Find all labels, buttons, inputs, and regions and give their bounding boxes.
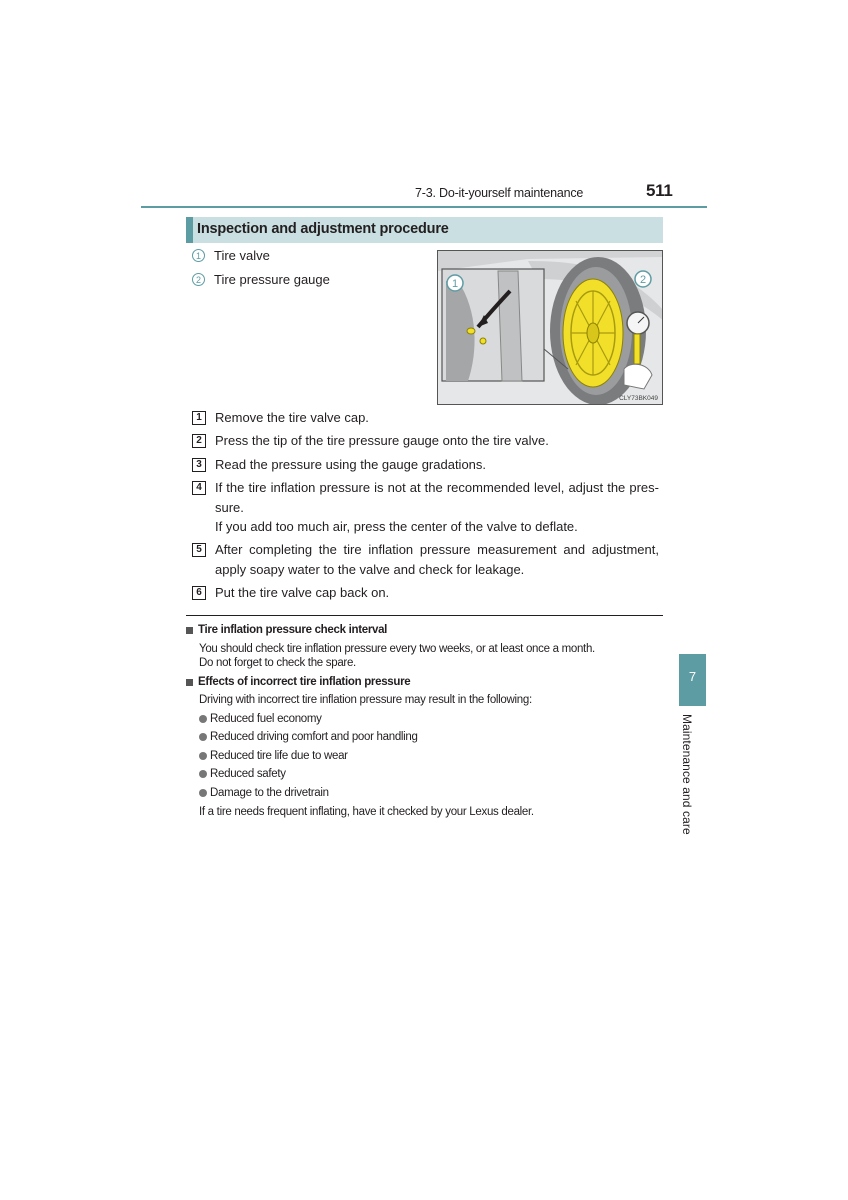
bullet-dot-icon (199, 715, 207, 723)
step-text: Remove the tire valve cap. (215, 410, 369, 425)
section-title: Inspection and adjustment procedure (197, 221, 449, 237)
note-heading-interval (186, 624, 387, 636)
tire-valve-illustration (437, 250, 663, 405)
square-bullet-icon (186, 679, 193, 686)
step-number: 4 (192, 481, 206, 495)
svg-text:2: 2 (639, 274, 647, 286)
callout-number-1: 1 (192, 249, 205, 262)
step-text: After completing the tire inflation pressure measurement and adjustment, apply soapy water to the valve and check for leakage. (215, 542, 659, 577)
callout-tire-pressure-gauge (192, 272, 330, 287)
callout-label: Tire pressure gauge (214, 272, 330, 287)
step-5 (192, 540, 659, 579)
svg-text:1: 1 (451, 278, 459, 290)
chapter-tab-label: Maintenance and care (680, 714, 694, 835)
step-number: 6 (192, 586, 206, 600)
steps-divider (186, 615, 663, 616)
bullet-item (199, 787, 329, 799)
step-text: If the tire inflation pressure is not at the recommended level, adjust the pres-sure. (215, 480, 659, 515)
chapter-tab[interactable]: 7 (679, 654, 706, 706)
step-text: Put the tire valve cap back on. (215, 585, 390, 600)
callout-tire-valve (192, 248, 270, 263)
note-heading-text: Effects of incorrect tire inflation pressure (198, 676, 411, 688)
note-interval-line2: Do not forget to check the spare. (199, 657, 356, 669)
bullet-item (199, 768, 286, 780)
bullet-text: Reduced tire life due to wear (210, 750, 348, 762)
bullet-item (199, 731, 418, 743)
step-number: 3 (192, 458, 206, 472)
step-text: Press the tip of the tire pressure gauge onto the tire valve. (215, 433, 549, 448)
callout-number-2: 2 (192, 273, 205, 286)
bullet-item (199, 750, 348, 762)
bullet-dot-icon (199, 770, 207, 778)
step-4 (192, 478, 659, 537)
step-2 (192, 431, 659, 451)
page-number: 511 (646, 181, 673, 200)
note-heading-text: Tire inflation pressure check interval (198, 624, 388, 636)
step-number: 1 (192, 411, 206, 425)
bullet-text: Reduced fuel economy (210, 713, 322, 725)
note-effects-intro: Driving with incorrect tire inflation pressure may result in the following: (199, 694, 532, 706)
step-1 (192, 408, 659, 428)
step-number: 2 (192, 434, 206, 448)
bullet-text: Reduced driving comfort and poor handling (210, 731, 418, 743)
step-subtext: If you add too much air, press the center of the valve to deflate. (215, 519, 578, 534)
note-heading-effects (186, 676, 410, 688)
step-text: Read the pressure using the gauge gradations. (215, 457, 487, 472)
bullet-dot-icon (199, 789, 207, 797)
bullet-text: Damage to the drivetrain (210, 787, 329, 799)
illustration-code: CLY73BK049 (619, 395, 658, 402)
step-number: 5 (192, 543, 206, 557)
running-header-section: 7-3. Do-it-yourself maintenance (415, 186, 584, 200)
header-divider (141, 206, 707, 208)
bullet-item (199, 713, 322, 725)
callout-label: Tire valve (214, 248, 270, 263)
bullet-dot-icon (199, 733, 207, 741)
step-3 (192, 455, 659, 475)
tire-gauge-drawing (438, 251, 663, 405)
bullet-dot-icon (199, 752, 207, 760)
bullet-text: Reduced safety (210, 768, 286, 780)
step-6 (192, 583, 659, 603)
note-effects-closing: If a tire needs frequent inflating, have it checked by your Lexus dealer. (199, 806, 534, 818)
note-interval-line1: You should check tire inflation pressure every two weeks, or at least once a month. (199, 643, 595, 655)
square-bullet-icon (186, 627, 193, 634)
